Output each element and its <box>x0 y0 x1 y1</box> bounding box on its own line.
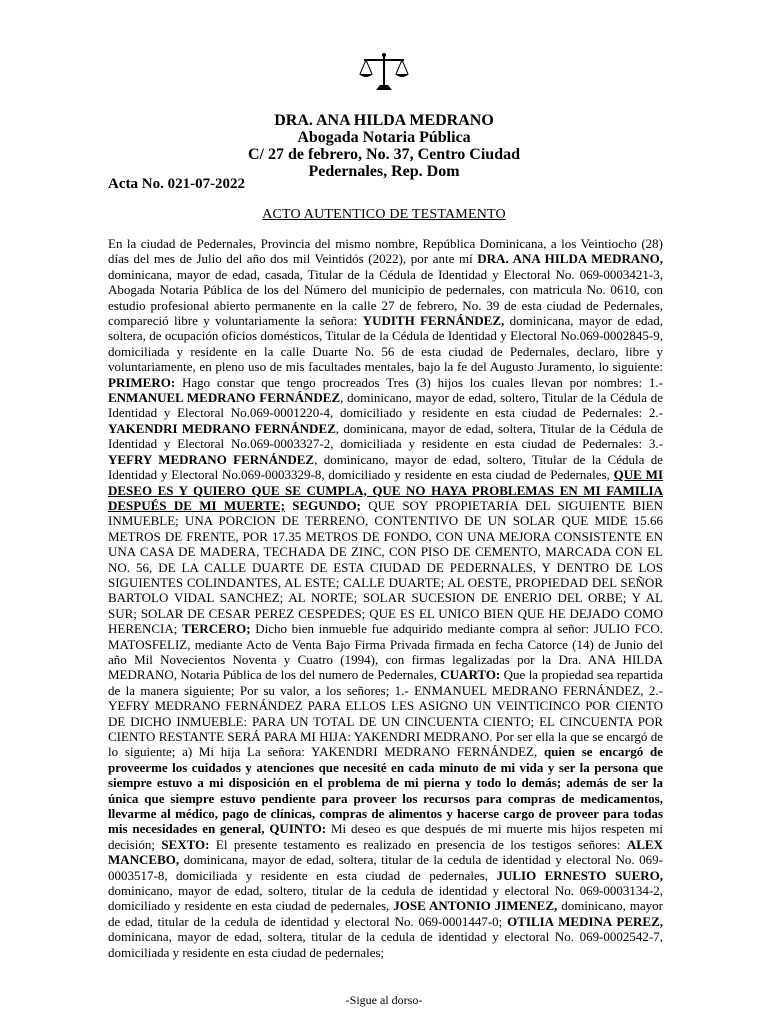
body-emphasis: YUDITH FERNÁNDEZ, <box>362 313 505 329</box>
body-emphasis: SEXTO: <box>161 836 210 852</box>
body-emphasis: YEFRY MEDRANO FERNÁNDEZ <box>108 451 315 467</box>
body-emphasis: quien se encargó de proveerme los cuidados y atenciones que necesité en cada minuto de mi vida y ser la persona que siempre estuvo a mi disposición en el problema de mi pierna y todo lo demás; además de ser la única que siempre estuvo pendiente para proveer los recursos para compras de medicamentos, llevarme al médico, pago de clínicas, compras de alimentos y hacerse cargo de proveer para todas mis necesidades en general, <box>108 744 663 837</box>
body-emphasis: JULIO ERNESTO SUERO, <box>496 867 663 883</box>
body-emphasis: QUE MI DESEO ES Y QUIERO QUE SE CUMPLA, QUE NO HAYA PROBLEMAS EN MI FAMILIA DESPUÉS DE MI MUERTE; <box>108 467 663 513</box>
body-emphasis: PRIMERO: <box>108 374 176 390</box>
body-text: dominicana, mayor de edad, casada, Titular de la Cédula de Identidad y Electoral No. 069-0003421-3, Abogada Notaria Pública de los del Número del municipio de pedernales, con matricula No. 0610, con estudio profesional abierto permanente en la calle 27 de febrero, No. 39 de esta ciudad de Pedernales, compareció libre y voluntariamente la señora: <box>108 266 663 329</box>
body-text: Hago constar que tengo procreados Tres (3) hijos los cuales llevan por nombres: 1.- <box>175 374 663 390</box>
body-emphasis: CUARTO: <box>440 667 501 683</box>
body-emphasis: YAKENDRI MEDRANO FERNÁNDEZ <box>108 420 336 436</box>
body-emphasis: SEGUNDO; <box>292 497 361 513</box>
body-emphasis: ENMANUEL MEDRANO FERNÁNDEZ <box>108 390 341 406</box>
body-text: dominicana, mayor de edad, soltera, titular de la cedula de identidad y electoral No. 069-0002542-7, domiciliada y residente en esta ciudad de pedernales; <box>108 929 663 960</box>
scales-of-justice-icon <box>356 52 412 92</box>
body-text: dominicana, mayor de edad, soltera, titular de la cedula de identidad y electoral No. 069-0003517-8, domiciliada y residente en esta ciudad de pedernales, <box>108 852 663 883</box>
body-text: dominicano, mayor de edad, titular de la cedula de identidad y electoral No. 069-0001447-0; <box>108 898 663 929</box>
body-text: dominicana, mayor de edad, soltera, de ocupación oficios domésticos, Titular de la Cédula de Identidad y Electoral No.069-0002845-9, domiciliada y residente en la calle Duarte No. 56 de esta ciudad de Pedernales, declaro, libre y voluntariamente, en pleno uso de mis facultades mentales, bajo la fe del Augusto Juramento, lo siguiente: <box>108 313 663 375</box>
body-text: Que la propiedad sea repartida de la manera siguiente; Por su valor, a los señores; 1.- ENMANUEL MEDRANO FERNÁNDEZ, 2.- YEFRY MEDRANO FERNÁNDEZ PARA ELLOS LES ASIGNO UN VEINTICINCO POR CIENTO DE DICHO INMUEBLE: PARA UN TOTAL DE UN CINCUENTA CIENTO; EL CINCUENTA POR CIENTO RESTANTE SERÁ PARA MI HIJA: YAKENDRI MEDRANO. Por ser ella la que se encargó de lo siguiente; a) Mi hija La señora: YAKENDRI MEDRANO FERNÁNDEZ, <box>108 667 664 760</box>
body-emphasis: DRA. ANA HILDA MEDRANO, <box>477 251 663 267</box>
notary-address: C/ 27 de febrero, No. 37, Centro Ciudad <box>248 146 520 163</box>
body-text: , dominicana, mayor de edad, soltera, Titular de la Cédula de Identidad y Electoral No.069-0003327-2, domiciliada y residente en esta ciudad de Pedernales: 3.- <box>108 420 664 452</box>
notary-name: DRA. ANA HILDA MEDRANO <box>274 112 494 129</box>
body-text: dominicano, mayor de edad, soltero, titular de la cedula de identidad y electoral No. 069-0003134-2, domiciliado y residente en esta ciudad de pedernales, <box>108 883 663 914</box>
document-title: ACTO AUTENTICO DE TESTAMENTO <box>262 207 506 222</box>
notary-role: Abogada Notaria Pública <box>297 129 471 146</box>
body-text: El presente testamento es realizado en presencia de los testigos señores: <box>209 836 627 852</box>
acta-number: Acta No. 021-07-2022 <box>108 176 246 192</box>
body-text: , dominicano, mayor de edad, soltero, Titular de la Cédula de Identidad y Electoral No.069-0001220-4, domiciliado y residente en esta ciudad de Pedernales: 2.- <box>108 390 663 421</box>
testament-body <box>108 236 663 960</box>
body-text: QUE SOY PROPIETARIA DEL SIGUIENTE BIEN INMUEBLE; UNA PORCION DE TERRENO, CONTENTIVO DE UN SOLAR QUE MIDE 15.66 METROS DE FRENTE, POR 17.35 METROS DE FONDO, CON UNA MEJORA CONSISTENTE EN UNA CASA DE MADERA, TECHADA DE ZINC, CON PISO DE CEMENTO, MARCADA CON EL NO. 56, DE LA CALLE DUARTE DE ESTA CIUDAD DE PEDERNALES, Y DENTRO DE LOS SIGUIENTES COLINDANTES, AL ESTE; CALLE DUARTE; AL OESTE, PROPIEDAD DEL SEÑOR BARTOLO VIDAL SANCHEZ; AL NORTE; SOLAR SUCESION DE ENERIO DEL ORBE; Y AL SUR; SOLAR DE CESAR PEREZ CESPEDES; QUE ES EL UNICO BIEN QUE HE DEJADO COMO HERENCIA; <box>108 497 664 637</box>
body-emphasis: TERCERO; <box>181 621 251 637</box>
body-text: Dicho bien inmueble fue adquirido mediante compra al señor: JULIO FCO. MATOSFELIZ, mediante Acto de Venta Bajo Firma Privada firmada en fecha Catorce (14) de Junio del año Mil Novecientos Noventa y Cuatro (1994), con firmas legalizadas por la Dra. ANA HILDA MEDRANO, Notaria Pública de los del numero de Pedernales, <box>108 621 663 683</box>
body-text: , dominicano, mayor de edad, soltero, Titular de la Cédula de Identidad y Electoral No.069-0003329-8, domiciliado y residente en esta ciudad de Pedernales, <box>108 451 663 483</box>
body-emphasis: JOSE ANTONIO JIMENEZ, <box>393 898 558 914</box>
body-text: Mi deseo es que después de mi muerte mis hijos respeten mi decisión; <box>108 821 664 852</box>
body-text: En la ciudad de Pedernales, Provincia del mismo nombre, República Dominicana, a los Veintiocho (28) días del mes de Julio del año dos mil Veintidós (2022), por ante mí <box>108 236 663 267</box>
body-emphasis: OTILIA MEDINA PEREZ, <box>507 913 663 929</box>
body-emphasis: ALEX MANCEBO, <box>108 836 663 868</box>
notary-city: Pedernales, Rep. Dom <box>308 163 460 180</box>
body-emphasis: QUINTO: <box>269 821 327 837</box>
continued-note: -Sigue al dorso- <box>345 993 423 1007</box>
